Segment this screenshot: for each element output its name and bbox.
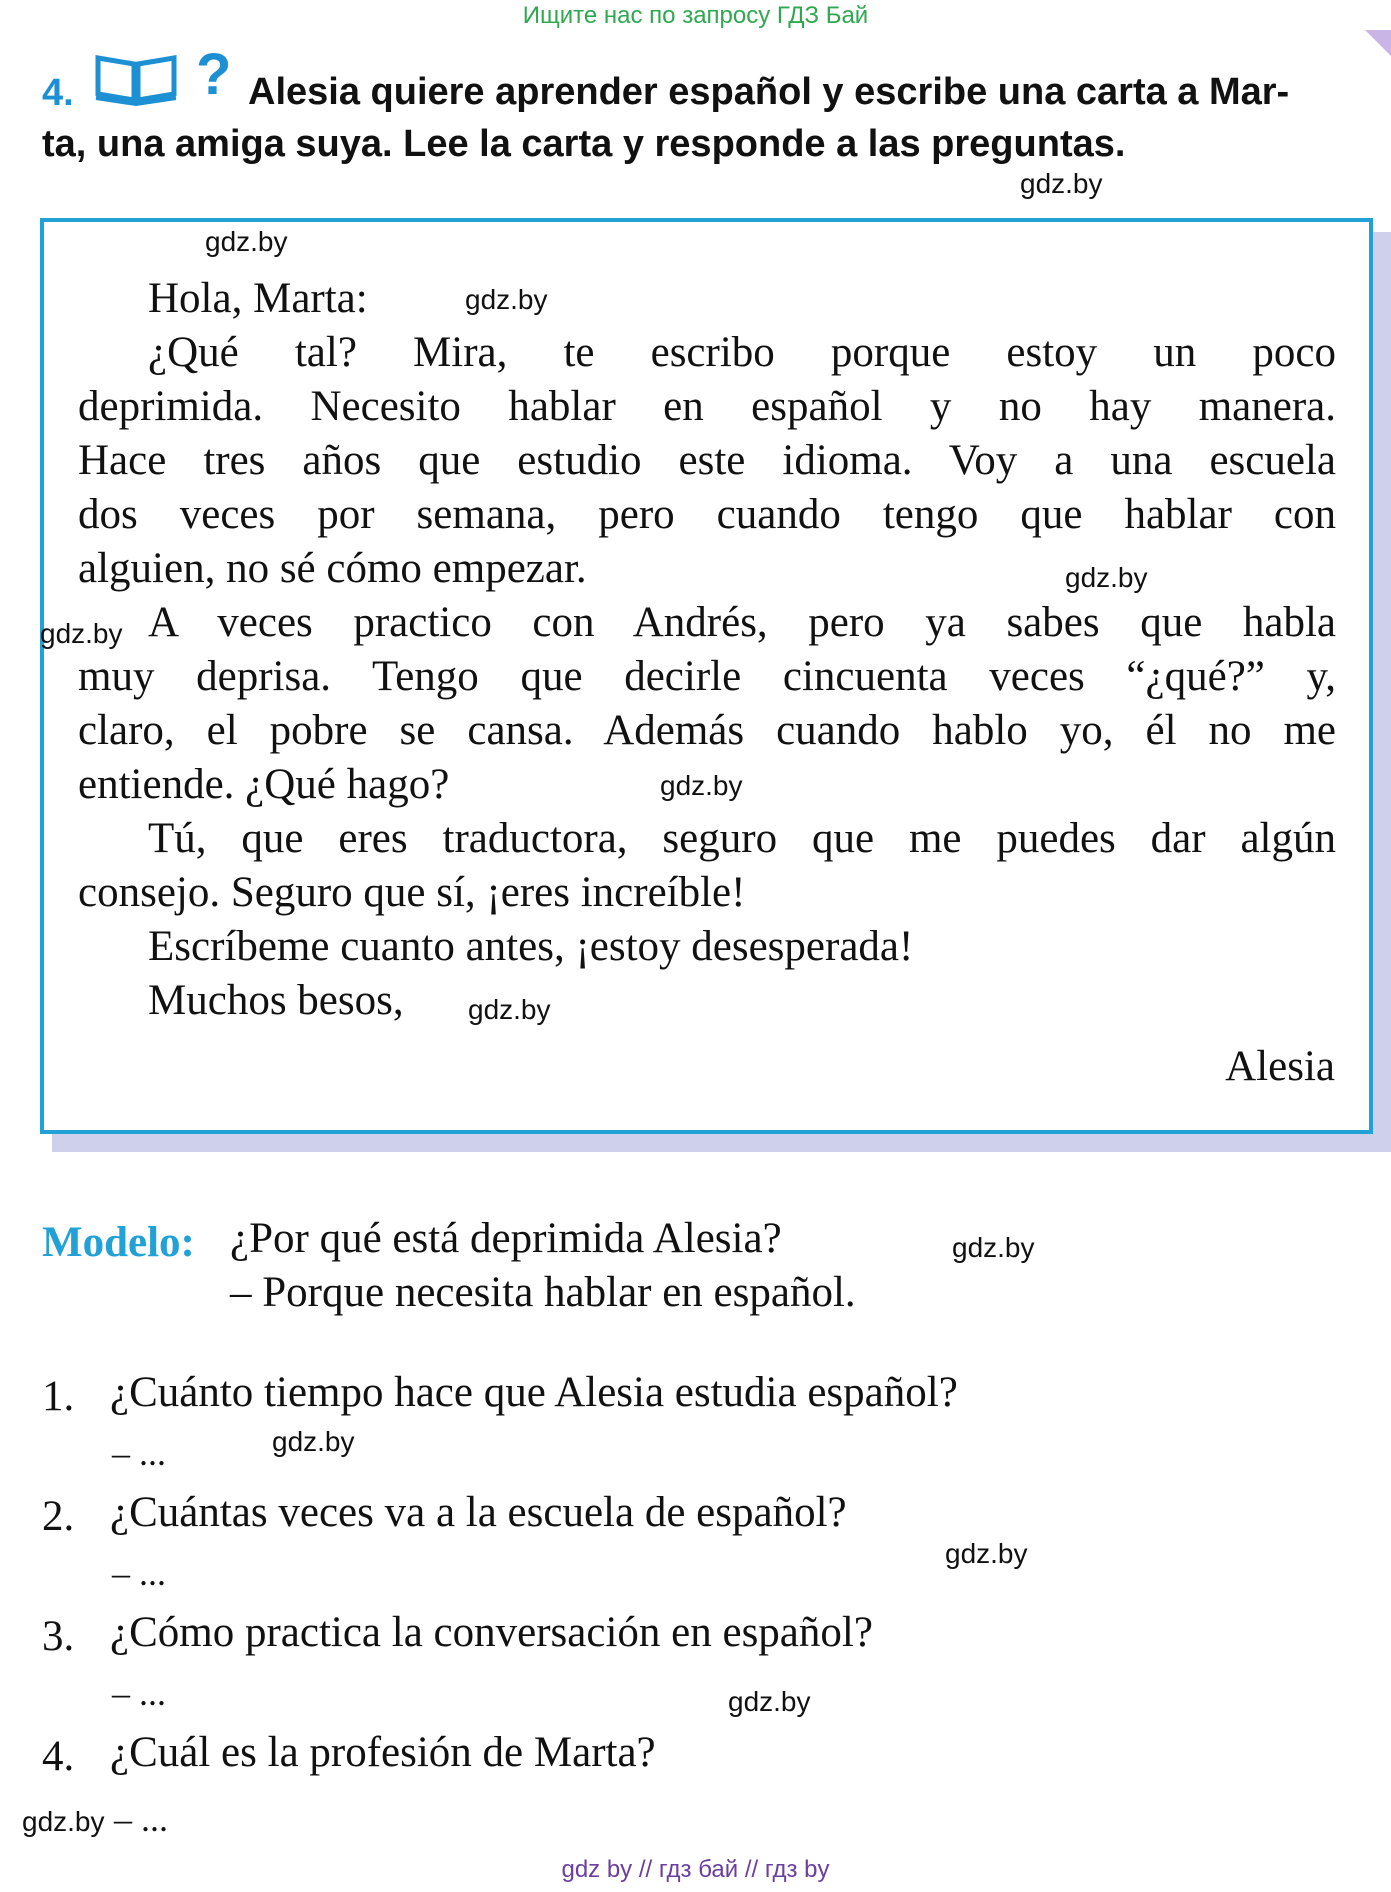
watermark: gdz.by (205, 226, 288, 257)
letter-line: entiende. ¿Qué hago? (78, 761, 450, 808)
watermark: gdz.by (22, 1806, 105, 1837)
model-question: ¿Por qué está deprimida Alesia? (230, 1215, 782, 1262)
letter-line: claro, el pobre se cansa. Además cuando hablo yo, él no me (78, 707, 1336, 754)
letter-line: Hace tres años que estudio este idioma. Voy a una escuela (78, 437, 1336, 484)
question-number: 2. (42, 1493, 75, 1540)
letter-signature: Alesia (1225, 1043, 1335, 1090)
watermark: gdz.by (945, 1538, 1028, 1569)
question-text: ¿Cómo practica la conversación en español? (110, 1609, 873, 1656)
question-mark-icon: ? (196, 42, 232, 107)
question-number: 3. (42, 1613, 75, 1660)
watermark: gdz.by (272, 1426, 355, 1457)
letter-line: ¿Qué tal? Mira, te escribo porque estoy un poco (148, 329, 1336, 376)
watermark: gdz.by (1020, 168, 1103, 199)
letter-line: muy deprisa. Tengo que decirle cincuenta veces “¿qué?” y, (78, 653, 1336, 700)
letter-line: Escríbeme cuanto antes, ¡estoy desesperada! (148, 923, 914, 970)
watermark: gdz.by (465, 284, 548, 315)
answer-placeholder[interactable]: – ... (112, 1673, 166, 1713)
letter-line: Tú, que eres traductora, seguro que me puedes dar algún (148, 815, 1336, 862)
letter-closing: Muchos besos, (148, 977, 404, 1024)
model-answer: – Porque necesita hablar en español. (230, 1269, 856, 1316)
answer-placeholder[interactable]: – ... (112, 1553, 166, 1593)
corner-fold-decoration (1365, 30, 1391, 56)
answer-placeholder[interactable]: – ... (114, 1799, 168, 1839)
letter-greeting: Hola, Marta: (148, 275, 368, 322)
footer-links[interactable]: gdz by // гдз бай // гдз by (561, 1856, 830, 1883)
letter-line: consejo. Seguro que sí, ¡eres increíble! (78, 869, 746, 916)
question-text: ¿Cuántas veces va a la escuela de español? (110, 1489, 847, 1536)
watermark: gdz.by (40, 618, 123, 649)
task-instruction: Alesia quiere aprender español y escribe una carta a Mar- ta, una amiga suya. Lee la carta y responde a las preguntas. (42, 71, 1290, 165)
watermark: gdz.by (660, 770, 743, 801)
letter-line: dos veces por semana, pero cuando tengo que hablar con (78, 491, 1336, 538)
letter-line: alguien, no sé cómo empezar. (78, 545, 587, 592)
question-number: 1. (42, 1373, 75, 1420)
watermark: gdz.by (728, 1686, 811, 1717)
watermark: gdz.by (1065, 562, 1148, 593)
task-number: 4. (42, 72, 74, 114)
question-text: ¿Cuál es la profesión de Marta? (110, 1729, 656, 1776)
question-number: 4. (42, 1733, 75, 1780)
answer-placeholder[interactable]: – ... (112, 1433, 166, 1473)
watermark: gdz.by (468, 994, 551, 1025)
top-banner[interactable]: Ищите нас по запросу ГДЗ Бай (522, 2, 869, 29)
letter-line: A veces practico con Andrés, pero ya sabes que habla (148, 599, 1336, 646)
question-text: ¿Cuánto tiempo hace que Alesia estudia español? (110, 1369, 958, 1416)
letter-line: deprimida. Necesito hablar en español y no hay manera. (78, 383, 1336, 430)
model-label: Modelo: (42, 1219, 195, 1266)
watermark: gdz.by (952, 1232, 1035, 1263)
